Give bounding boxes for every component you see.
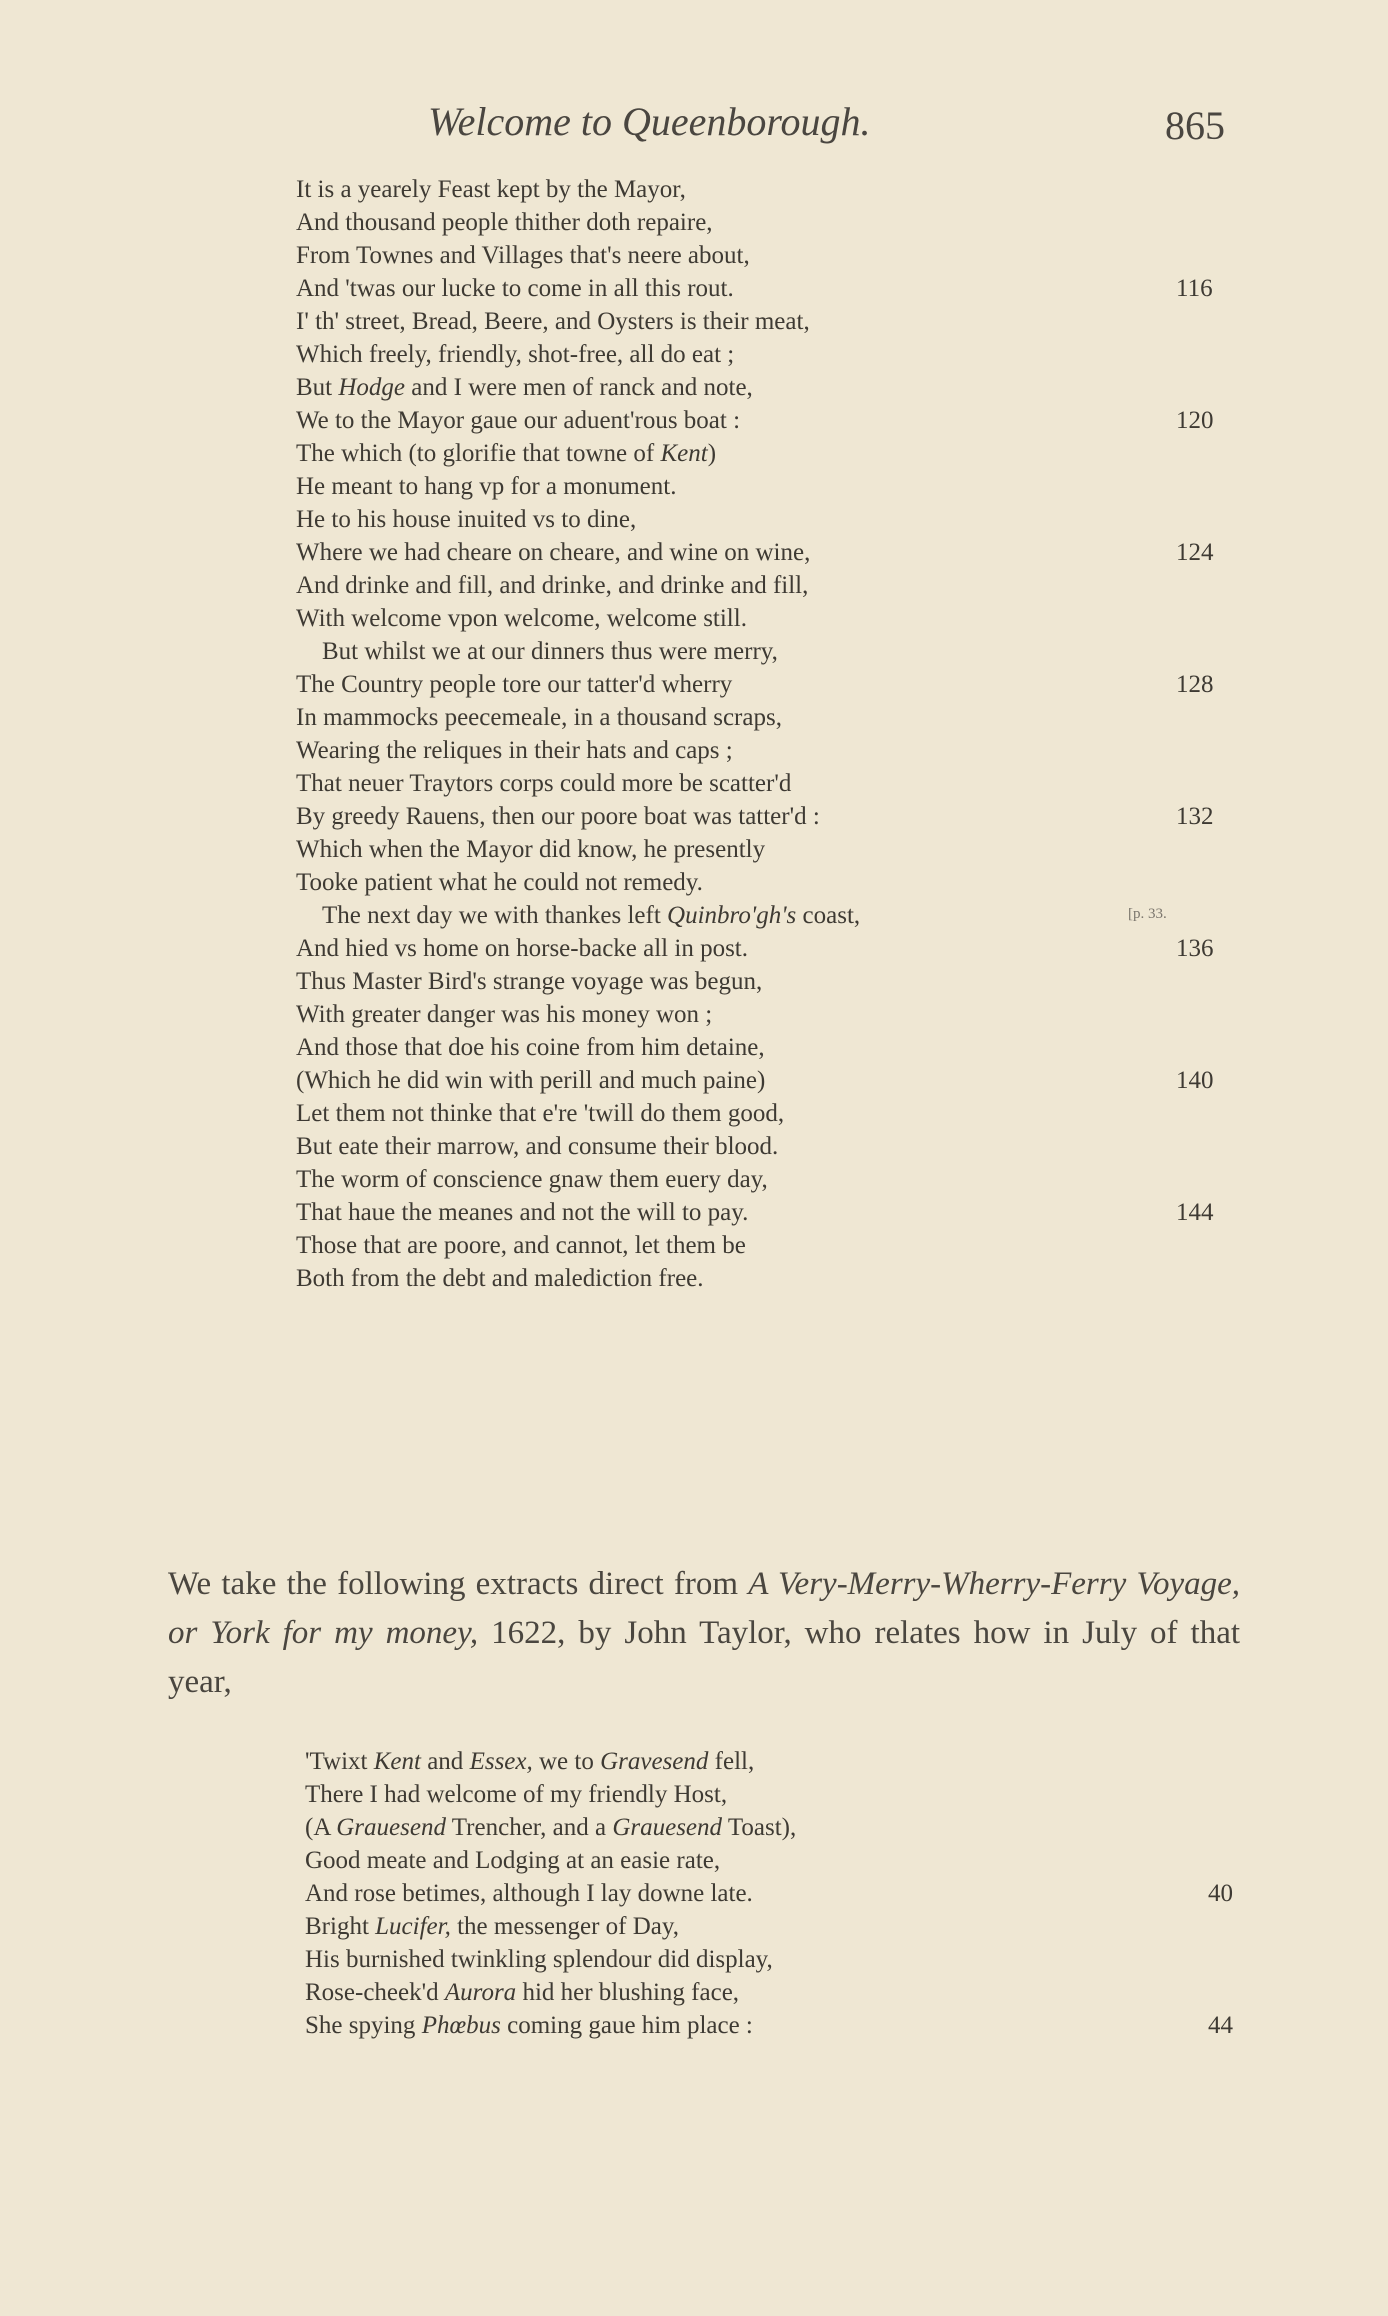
verse-line: But whilst we at our dinners thus were merry, [322,638,778,665]
verse-line: With welcome vpon welcome, welcome still. [296,605,747,632]
verse-line: Good meate and Lodging at an easie rate, [305,1847,721,1874]
verse-line: Let them not thinke that e're 'twill do them good, [296,1100,785,1127]
verse-line: 'Twixt Kent and Essex, we to Gravesend fell, [305,1748,755,1775]
verse-line: Wearing the reliques in their hats and caps ; [296,737,733,764]
verse-line: He meant to hang vp for a monument. [296,473,677,500]
page-header [0,98,1388,158]
verse-line: I' th' street, Bread, Beere, and Oysters is their meat, [296,308,810,335]
verse-line: (Which he did win with perill and much paine) 140 [296,1067,1214,1094]
verse-line: (A Grauesend Trencher, and a Grauesend Toast), [305,1814,797,1841]
verse-line: Which freely, friendly, shot-free, all do eat ; [296,341,735,368]
verse-line: The next day we with thankes left Quinbro'gh's coast, [p. 33. [322,902,1167,929]
line-number: 140 [1176,1067,1214,1094]
line-number: 120 [1176,407,1214,434]
line-number: 144 [1176,1199,1214,1226]
verse-line: In mammocks peecemeale, in a thousand scraps, [296,704,782,731]
verse-line: From Townes and Villages that's neere about, [296,242,750,269]
verse-line: Where we had cheare on cheare, and wine on wine, 124 [296,539,1214,566]
verse-line: Thus Master Bird's strange voyage was begun, [296,968,763,995]
verse-line: There I had welcome of my friendly Host, [305,1781,728,1808]
verse-line: And rose betimes, although I lay downe late. 40 [305,1880,1233,1907]
line-number: 116 [1176,275,1213,302]
book-title: A Very-Merry-Wherry-Ferry Voyage, or York for my money, [168,1566,1241,1651]
verse-line: Bright Lucifer, the messenger of Day, [305,1913,680,1940]
line-number: 132 [1176,803,1214,830]
line-number: 124 [1176,539,1214,566]
verse-line: With greater danger was his money won ; [296,1001,713,1028]
verse-line: He to his house inuited vs to dine, [296,506,637,533]
verse-line: She spying Phœbus coming gaue him place : 44 [305,2012,1233,2039]
line-number: 128 [1176,671,1214,698]
verse-line: The worm of conscience gnaw them euery day, [296,1166,768,1193]
verse-line: The which (to glorifie that towne of Kent) [296,440,717,467]
verse-line: By greedy Rauens, then our poore boat was tatter'd : 132 [296,803,1214,830]
verse-line: That haue the meanes and not the will to pay. 144 [296,1199,1214,1226]
verse-line: But Hodge and I were men of ranck and note, [296,374,753,401]
verse-line: His burnished twinkling splendour did display, [305,1946,773,1973]
verse-line: And those that doe his coine from him detaine, [296,1034,765,1061]
verse-line: And thousand people thither doth repaire, [296,209,713,236]
verse-line: And drinke and fill, and drinke, and drinke and fill, [296,572,809,599]
verse-line: Rose-cheek'd Aurora hid her blushing face, [305,1979,740,2006]
verse-line: Both from the debt and malediction free. [296,1265,704,1292]
verse-line: Those that are poore, and cannot, let them be [296,1232,746,1259]
verse-line: We to the Mayor gaue our aduent'rous boat : 120 [296,407,1214,434]
verse-line: And 'twas our lucke to come in all this rout. 116 [296,275,1213,302]
verse-line: Tooke patient what he could not remedy. [296,869,703,896]
verse-line: But eate their marrow, and consume their blood. [296,1133,779,1160]
page-reference-note: [p. 33. [1128,906,1167,922]
line-number: 136 [1176,935,1214,962]
verse-line: Which when the Mayor did know, he presently [296,836,766,863]
verse-line: It is a yearely Feast kept by the Mayor, [296,176,686,203]
verse-line: And hied vs home on horse-backe all in post. 136 [296,935,1214,962]
running-title: Welcome to Queenborough. [428,99,871,144]
verse-line: That neuer Traytors corps could more be scatter'd [296,770,792,797]
line-number: 40 [1208,1880,1233,1907]
page-number: 865 [1165,103,1225,148]
prose-paragraph: We take the following extracts direct from A Very-Merry-Wherry-Ferry Voyage, or York for my money, 1622, by John Taylor, who relates how in July of that year, [168,1566,1241,1700]
verse-line: The Country people tore our tatter'd wherry 128 [296,671,1214,698]
line-number: 44 [1208,2012,1233,2039]
